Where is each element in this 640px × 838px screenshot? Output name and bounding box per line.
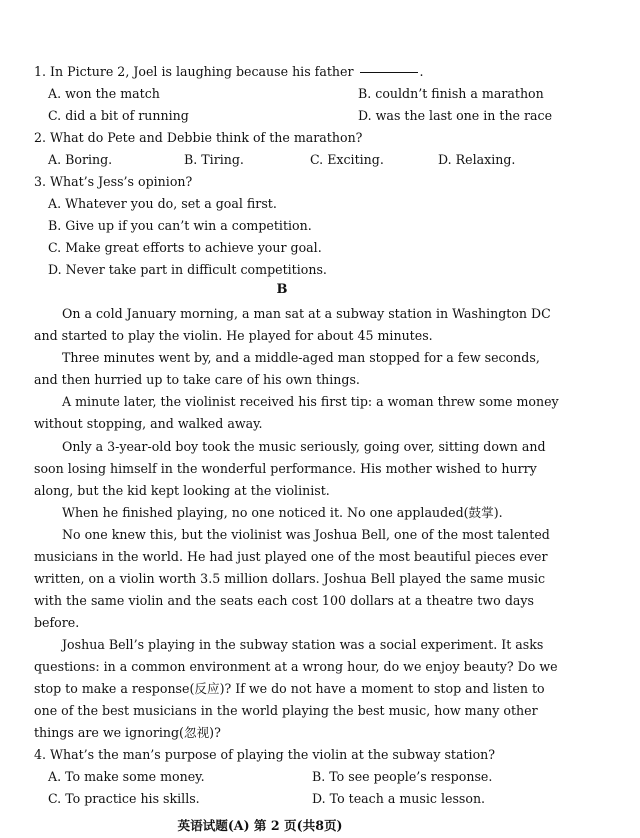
q1-option-b: B. couldn’t finish a marathon: [358, 86, 544, 101]
passage-p6-line-5: before.: [34, 615, 80, 630]
passage-p2-line-2: and then hurried up to take care of his own things.: [34, 372, 360, 387]
passage-p6-line-3: written, on a violin worth 3.5 million dollars. Joshua Bell played the same music: [34, 571, 546, 586]
question-1-text: 1. In Picture 2, Joel is laughing because his father: [34, 64, 354, 79]
question-2-options: [48, 152, 534, 168]
question-2-stem: 2. What do Pete and Debbie think of the marathon?: [34, 130, 363, 145]
section-b-heading: B: [276, 282, 288, 297]
question-1-options-row-1: [48, 86, 544, 102]
passage-p7-line-2: questions: in a common environment at a wrong hour, do we enjoy beauty? Do we: [34, 659, 558, 674]
q1-option-d: D. was the last one in the race: [358, 108, 553, 123]
answer-blank: [360, 72, 418, 73]
q3-option-a: A. Whatever you do, set a goal first.: [48, 196, 277, 211]
q3-option-b: B. Give up if you can’t win a competition.: [48, 218, 312, 233]
q4-option-b: B. To see people’s response.: [312, 769, 493, 784]
passage-p3-line-2: without stopping, and walked away.: [34, 416, 263, 431]
page-footer: 英语试题(A) 第 2 页(共8页): [177, 818, 343, 833]
passage-p6-line-2: musicians in the world. He had just played one of the most beautiful pieces ever: [34, 549, 548, 564]
q2-option-d: D. Relaxing.: [438, 152, 516, 167]
q2-option-c: C. Exciting.: [310, 152, 384, 167]
question-4-options-row-2: [48, 791, 534, 807]
passage-p4-line-2: soon losing himself in the wonderful performance. His mother wished to hurry: [34, 461, 537, 476]
question-1-stem: [34, 64, 534, 80]
q3-option-c: C. Make great efforts to achieve your goal.: [48, 240, 322, 255]
passage-p6-line-4: with the same violin and the seats each cost 100 dollars at a theatre two days: [34, 593, 534, 608]
q1-option-c: C. did a bit of running: [48, 108, 189, 123]
question-1-options-row-2: [48, 108, 553, 124]
passage-p1-line-2: and started to play the violin. He played for about 45 minutes.: [34, 328, 433, 343]
question-4-stem: 4. What’s the man’s purpose of playing the violin at the subway station?: [34, 747, 496, 762]
passage-p3-line-1: A minute later, the violinist received his first tip: a woman threw some money: [62, 394, 559, 409]
q4-option-d: D. To teach a music lesson.: [312, 791, 486, 806]
question-4-options-row-1: [48, 769, 534, 785]
q3-option-d: D. Never take part in difficult competitions.: [48, 262, 327, 277]
passage-p5-line-1: When he finished playing, no one noticed it. No one applauded(鼓掌).: [62, 505, 503, 520]
q2-option-a: A. Boring.: [48, 152, 113, 167]
question-3-stem: 3. What’s Jess’s opinion?: [34, 174, 193, 189]
passage-p7-line-3: stop to make a response(反应)? If we do not have a moment to stop and listen to: [34, 681, 545, 696]
q4-option-c: C. To practice his skills.: [48, 791, 200, 806]
passage-p4-line-3: along, but the kid kept looking at the violinist.: [34, 483, 330, 498]
passage-p7-line-4: one of the best musicians in the world playing the best music, how many other: [34, 703, 538, 718]
passage-p4-line-1: Only a 3-year-old boy took the music seriously, going over, sitting down and: [62, 439, 546, 454]
passage-p6-line-1: No one knew this, but the violinist was Joshua Bell, one of the most talented: [62, 527, 550, 542]
passage-p1-line-1: On a cold January morning, a man sat at a subway station in Washington DC: [62, 306, 551, 321]
q4-option-a: A. To make some money.: [48, 769, 205, 784]
q2-option-b: B. Tiring.: [184, 152, 244, 167]
passage-p7-line-1: Joshua Bell’s playing in the subway station was a social experiment. It asks: [62, 637, 544, 652]
passage-p7-line-5: things are we ignoring(忽视)?: [34, 725, 221, 740]
passage-p2-line-1: Three minutes went by, and a middle-aged man stopped for a few seconds,: [62, 350, 540, 365]
question-1-period: .: [419, 64, 424, 79]
q1-option-a: A. won the match: [48, 86, 160, 101]
